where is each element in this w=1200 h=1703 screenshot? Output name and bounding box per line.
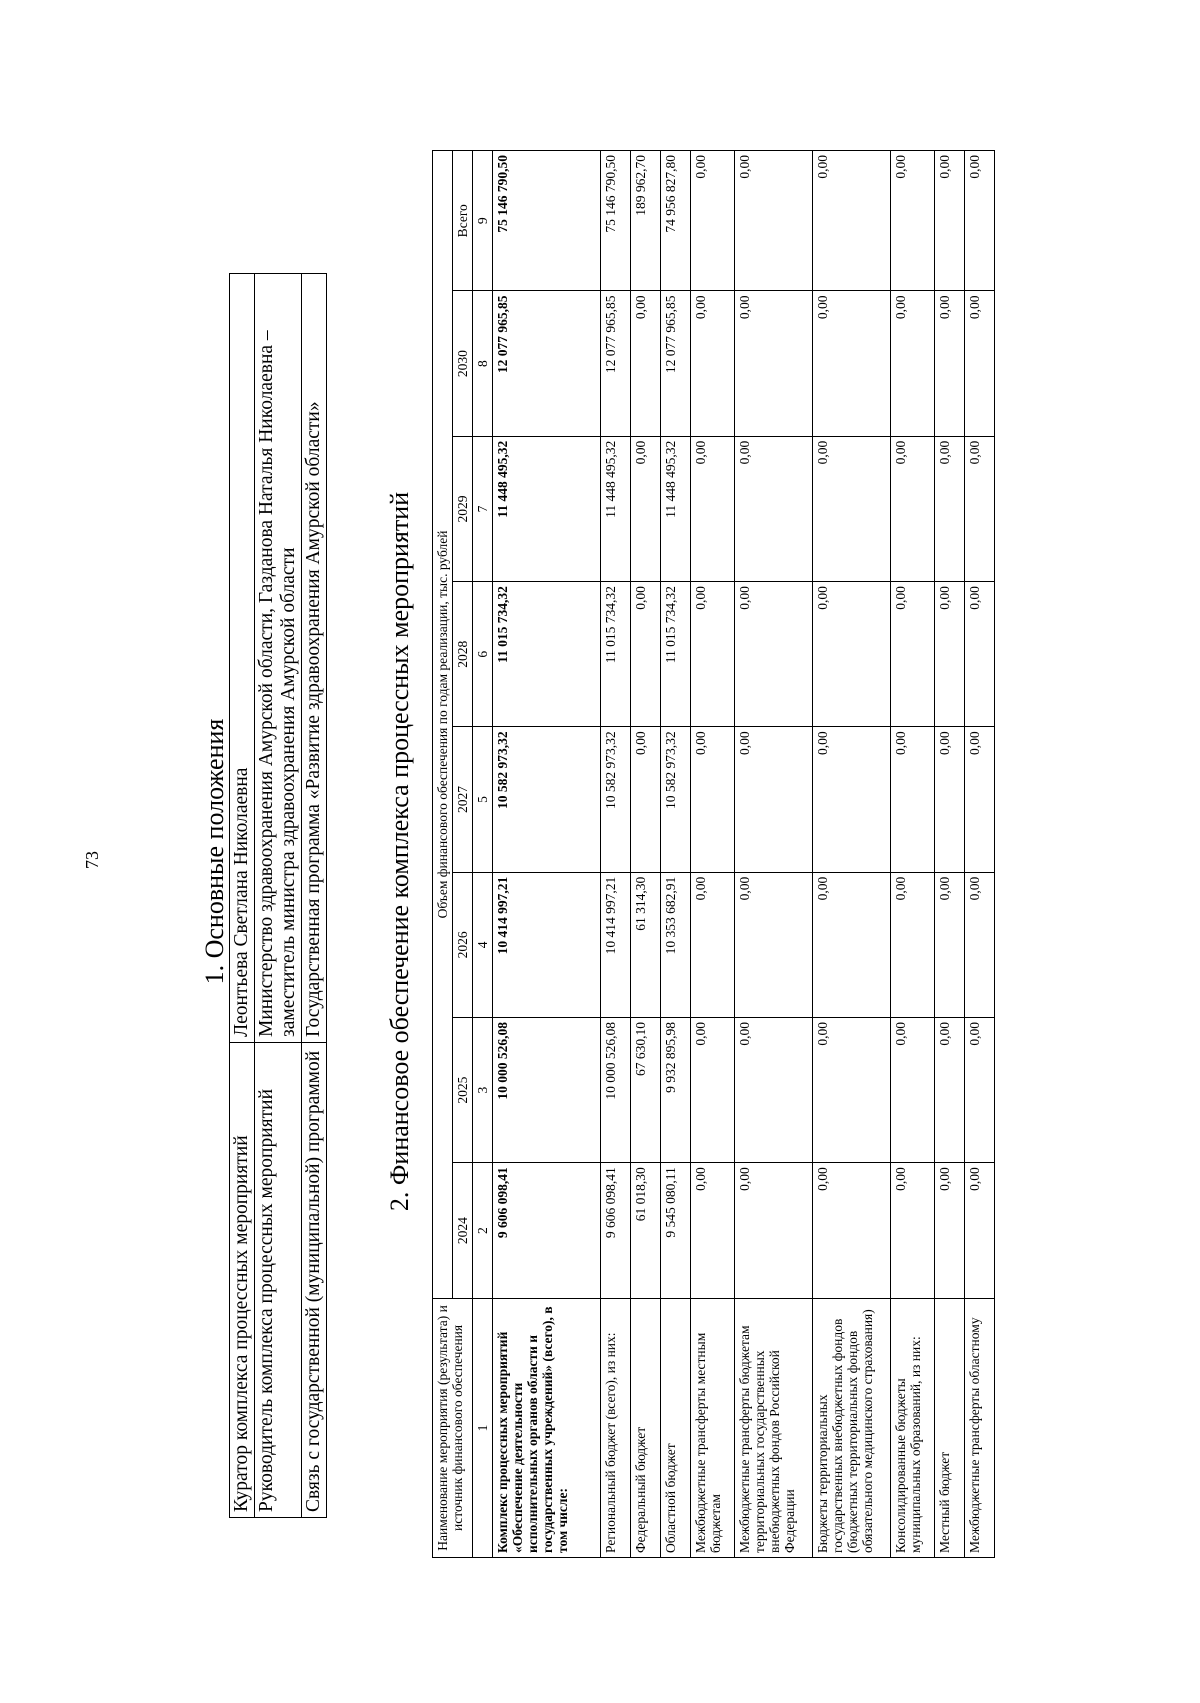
column-number: 6 <box>473 582 493 727</box>
column-number: 2 <box>473 1163 493 1299</box>
row-value: 0,00 <box>891 1163 935 1299</box>
row-value: 11 015 734,32 <box>661 582 691 727</box>
header-year: 2028 <box>453 582 473 727</box>
row-value: 0,00 <box>735 582 813 727</box>
row-value: 12 077 965,85 <box>601 291 631 436</box>
row-value: 0,00 <box>735 291 813 436</box>
row-value: 10 414 997,21 <box>601 872 631 1017</box>
header-row-numbers <box>473 151 493 1558</box>
header-year: 2024 <box>453 1163 473 1299</box>
section-2-title: 2. Финансовое обеспечение комплекса процессных мероприятий <box>385 491 414 1212</box>
row-value: 0,00 <box>813 872 891 1017</box>
header-name: Наименование мероприятия (результата) и источник финансового обеспечения <box>433 1298 473 1557</box>
row-value: 10 582 973,32 <box>661 727 691 872</box>
table-row <box>661 151 691 1558</box>
row-value: 0,00 <box>813 1163 891 1299</box>
info-value: Министерство здравоохранения Амурской области, Газданова Наталья Николаевна – заместитель министра здравоохранения Амурской области <box>255 274 302 1043</box>
row-value: 0,00 <box>935 436 965 581</box>
row-value: 0,00 <box>631 582 661 727</box>
row-value: 0,00 <box>935 727 965 872</box>
column-number: 5 <box>473 727 493 872</box>
header-year: 2030 <box>453 291 473 436</box>
row-value: 9 606 098,41 <box>493 1163 601 1299</box>
row-value: 9 606 098,41 <box>601 1163 631 1299</box>
row-value: 0,00 <box>813 582 891 727</box>
table-row <box>935 151 965 1558</box>
row-value: 0,00 <box>813 727 891 872</box>
header-volume: Объем финансового обеспечения по годам реализации, тыс. рублей <box>433 151 453 1299</box>
row-value: 10 000 526,08 <box>601 1017 631 1162</box>
row-value: 10 414 997,21 <box>493 872 601 1017</box>
row-value: 11 448 495,32 <box>661 436 691 581</box>
row-total: 0,00 <box>691 151 735 292</box>
row-name: Бюджеты территориальных государственных внебюджетных фондов (бюджетных территориальных фондов обязательного медицинского страхования) <box>813 1298 891 1557</box>
row-value: 0,00 <box>891 291 935 436</box>
row-value: 0,00 <box>631 436 661 581</box>
row-value: 61 018,30 <box>631 1163 661 1299</box>
column-number: 9 <box>473 151 493 292</box>
row-value: 0,00 <box>965 727 995 872</box>
info-label: Куратор комплекса процессных мероприятий <box>230 1043 255 1518</box>
row-value: 0,00 <box>935 582 965 727</box>
row-value: 0,00 <box>691 291 735 436</box>
row-value: 0,00 <box>891 872 935 1017</box>
row-value: 67 630,10 <box>631 1017 661 1162</box>
header-year: 2026 <box>453 872 473 1017</box>
row-value: 0,00 <box>965 291 995 436</box>
row-value: 11 015 734,32 <box>601 582 631 727</box>
row-value: 0,00 <box>813 291 891 436</box>
row-value: 0,00 <box>891 582 935 727</box>
row-value: 0,00 <box>935 1017 965 1162</box>
row-value: 0,00 <box>935 872 965 1017</box>
row-value: 0,00 <box>965 582 995 727</box>
row-name: Межбюджетные трансферты областному <box>965 1298 995 1557</box>
financing-table-body <box>493 151 995 1558</box>
row-total: 75 146 790,50 <box>601 151 631 292</box>
row-total: 0,00 <box>935 151 965 292</box>
row-value: 10 582 973,32 <box>493 727 601 872</box>
row-value: 9 932 895,98 <box>661 1017 691 1162</box>
row-total: 75 146 790,50 <box>493 151 601 292</box>
section-1-title: 1. Основные положения <box>200 718 229 985</box>
row-name: Местный бюджет <box>935 1298 965 1557</box>
row-name: Межбюджетные трансферты бюджетам территориальных государственных внебюджетных фондов Российской Федерации <box>735 1298 813 1557</box>
row-total: 0,00 <box>965 151 995 292</box>
row-value: 0,00 <box>891 1017 935 1162</box>
row-name: Региональный бюджет (всего), из них: <box>601 1298 631 1557</box>
row-value: 0,00 <box>935 1163 965 1299</box>
info-row-curator <box>230 274 255 1518</box>
info-value: Леонтьева Светлана Николаевна <box>230 274 255 1043</box>
row-name: Федеральный бюджет <box>631 1298 661 1557</box>
page-number: 73 <box>82 851 102 869</box>
row-total: 0,00 <box>891 151 935 292</box>
header-total: Всего <box>453 151 473 292</box>
row-value: 0,00 <box>691 436 735 581</box>
row-total: 0,00 <box>813 151 891 292</box>
row-total: 74 956 827,80 <box>661 151 691 292</box>
table-row <box>493 151 601 1558</box>
row-name: Областной бюджет <box>661 1298 691 1557</box>
column-number: 8 <box>473 291 493 436</box>
row-value: 12 077 965,85 <box>493 291 601 436</box>
row-value: 0,00 <box>691 1163 735 1299</box>
row-value: 0,00 <box>813 1017 891 1162</box>
row-value: 0,00 <box>691 727 735 872</box>
row-name: Комплекс процессных мероприятий «Обеспечение деятельности исполнительных органов области и государственных учреждений» (всего), в том числе: <box>493 1298 601 1557</box>
row-name: Межбюджетные трансферты местным бюджетам <box>691 1298 735 1557</box>
table-row <box>965 151 995 1558</box>
info-row-program <box>302 274 327 1518</box>
row-total: 0,00 <box>735 151 813 292</box>
row-value: 0,00 <box>813 436 891 581</box>
row-value: 0,00 <box>735 872 813 1017</box>
row-value: 12 077 965,85 <box>661 291 691 436</box>
column-number: 4 <box>473 872 493 1017</box>
info-label: Руководитель комплекса процессных мероприятий <box>255 1043 302 1518</box>
row-total: 189 962,70 <box>631 151 661 292</box>
info-value: Государственная программа «Развитие здравоохранения Амурской области» <box>302 274 327 1043</box>
row-value: 0,00 <box>631 291 661 436</box>
column-number: 7 <box>473 436 493 581</box>
basic-info-table <box>229 273 327 1518</box>
row-value: 0,00 <box>691 1017 735 1162</box>
row-value: 0,00 <box>735 1017 813 1162</box>
row-value: 0,00 <box>965 1017 995 1162</box>
row-value: 0,00 <box>891 727 935 872</box>
row-value: 11 015 734,32 <box>493 582 601 727</box>
table-row <box>601 151 631 1558</box>
row-value: 10 582 973,32 <box>601 727 631 872</box>
table-row <box>813 151 891 1558</box>
column-number: 3 <box>473 1017 493 1162</box>
row-value: 0,00 <box>965 872 995 1017</box>
row-value: 0,00 <box>735 727 813 872</box>
info-row-head <box>255 274 302 1518</box>
table-row <box>735 151 813 1558</box>
row-value: 10 000 526,08 <box>493 1017 601 1162</box>
row-value: 0,00 <box>691 582 735 727</box>
header-row-group <box>433 151 453 1558</box>
header-year: 2027 <box>453 727 473 872</box>
table-row <box>891 151 935 1558</box>
financing-table <box>432 150 995 1558</box>
header-year: 2025 <box>453 1017 473 1162</box>
row-value: 0,00 <box>965 1163 995 1299</box>
row-value: 11 448 495,32 <box>601 436 631 581</box>
row-value: 0,00 <box>691 872 735 1017</box>
row-value: 0,00 <box>935 291 965 436</box>
row-value: 0,00 <box>735 1163 813 1299</box>
info-label: Связь с государственной (муниципальной) программой <box>302 1043 327 1518</box>
row-value: 0,00 <box>735 436 813 581</box>
row-value: 10 353 682,91 <box>661 872 691 1017</box>
row-value: 0,00 <box>891 436 935 581</box>
row-value: 11 448 495,32 <box>493 436 601 581</box>
table-row <box>691 151 735 1558</box>
table-row <box>631 151 661 1558</box>
row-value: 0,00 <box>631 727 661 872</box>
row-name: Консолидированные бюджеты муниципальных образований, из них: <box>891 1298 935 1557</box>
row-value: 0,00 <box>965 436 995 581</box>
header-year: 2029 <box>453 436 473 581</box>
row-value: 9 545 080,11 <box>661 1163 691 1299</box>
column-number: 1 <box>473 1298 493 1557</box>
row-value: 61 314,30 <box>631 872 661 1017</box>
